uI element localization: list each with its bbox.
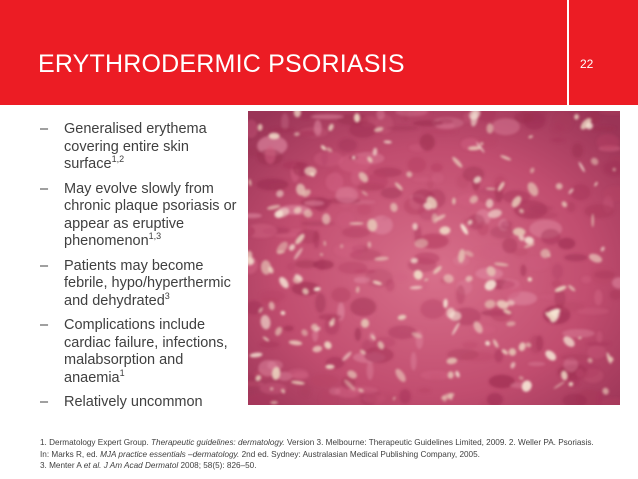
bullet-item	[40, 258, 240, 311]
bullet-text: Generalised erythema covering entire skin surface	[64, 121, 207, 172]
citation: 1	[119, 367, 125, 378]
reference-text: 2008; 58(5): 826–50.	[178, 461, 257, 470]
references	[40, 437, 600, 472]
bullet-text: Relatively uncommon	[64, 394, 203, 410]
bullet-text: Complications include cardiac failure, infections, malabsorption and anaemia	[64, 317, 228, 386]
reference-title: Therapeutic guidelines: dermatology.	[151, 438, 285, 447]
reference-title: et al. J Am Acad Dermatol	[83, 461, 179, 470]
title-bar	[0, 0, 638, 105]
citation: 1,2	[111, 154, 125, 165]
bullet-dash: –	[40, 180, 49, 197]
reference-text: 2nd ed. Sydney: Australasian Medical Publishing Company, 2005.	[239, 449, 480, 459]
bullet-dash: –	[40, 121, 49, 137]
citation: 3	[164, 290, 170, 301]
reference-text: Version 3. Melbourne: Therapeutic Guidelines Limited, 2009. 2. Weller PA. Psoriasis. In: Marks R, ed.	[40, 438, 594, 459]
bullet-dash: –	[40, 394, 49, 410]
bullet-text: Patients may become febrile, hypo/hyperthermic and dehydrated	[64, 257, 231, 309]
slide-number: 22	[580, 57, 594, 71]
bullet-item	[40, 121, 240, 174]
bullet-dash: –	[40, 257, 49, 274]
header-divider	[567, 0, 569, 105]
skin-photo	[248, 111, 620, 405]
bullet-item	[40, 317, 240, 387]
bullet-text: May evolve slowly from chronic plaque psoriasis or appear as eruptive phenomenon	[64, 180, 237, 249]
reference-text: 1. Dermatology Expert Group.	[40, 438, 152, 447]
slide-title: ERYTHRODERMIC PSORIASIS	[38, 50, 405, 78]
bullet-list	[40, 121, 240, 419]
reference-title: MJA practice essentials –dermatology.	[100, 449, 240, 459]
citation: 1,3	[148, 231, 162, 242]
bullet-item	[40, 181, 240, 251]
bullet-item	[40, 394, 240, 412]
bullet-dash: –	[40, 317, 49, 333]
reference-text: 3. Menter A	[40, 461, 84, 470]
